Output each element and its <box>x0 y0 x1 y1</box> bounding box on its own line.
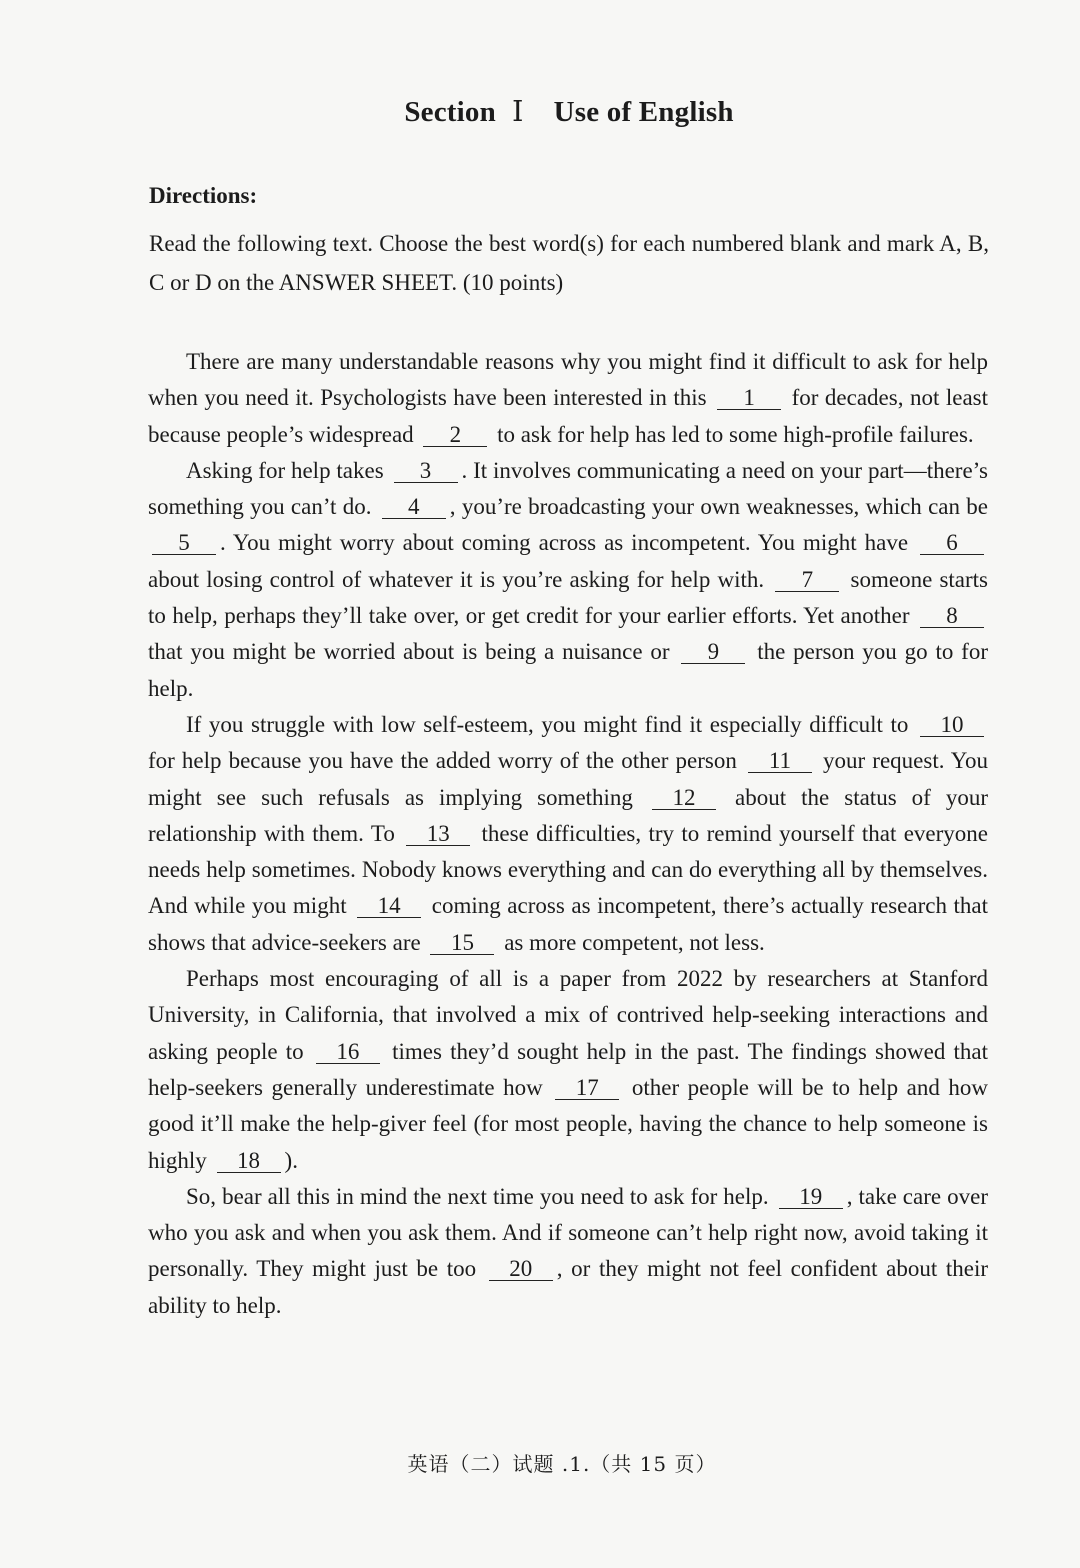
blank-18: 18 <box>217 1150 281 1173</box>
text-segment: . You might worry about coming across as incompetent. You might have <box>220 530 909 556</box>
text-segment: , take care over who you ask and when you ask them. And if someone can’t help right now, avoid taking it personally. They might just be too <box>148 1183 988 1282</box>
text-segment: your request. You might see such refusals as implying something <box>148 748 989 810</box>
section-title <box>0 94 1080 129</box>
blank-7: 7 <box>775 569 839 592</box>
paragraph-2 <box>148 453 988 707</box>
blank-12: 12 <box>652 787 716 810</box>
blank-6: 6 <box>920 532 984 555</box>
text-segment: to ask for help has led to some high-profile failures. <box>497 421 974 447</box>
blank-17: 17 <box>555 1077 619 1100</box>
section-label: Section <box>404 96 496 128</box>
text-segment: the person you go to for help. <box>148 639 988 701</box>
page-footer: 英语（二）试题 .1.（共 15 页） <box>407 1452 717 1476</box>
blank-11: 11 <box>748 750 812 773</box>
text-segment: for help because you have the added worry of the other person <box>148 748 737 774</box>
blank-3: 3 <box>394 460 458 483</box>
text-segment: these difficulties, try to remind yourself that everyone needs help sometimes. Nobody knows everything and can do everything all by themselves. And while you might <box>148 820 989 919</box>
blank-16: 16 <box>316 1041 380 1064</box>
text-segment: . It involves communicating a need on your part—there’s something you can’t do. <box>148 457 989 520</box>
text-segment: , you’re broadcasting your own weaknesses, which can be <box>449 494 988 520</box>
text-segment: , or they might not feel confident about their ability to help. <box>148 1256 989 1318</box>
section-name: Use of English <box>553 96 734 128</box>
blank-10: 10 <box>920 714 984 737</box>
blank-1: 1 <box>717 387 781 410</box>
text-segment: There are many understandable reasons why you might find it difficult to ask for help when you need it. Psychologists have been interested in this <box>148 349 988 411</box>
section-numeral: Ⅰ <box>511 96 524 128</box>
directions-heading: Directions: <box>149 183 258 208</box>
text-segment: ). <box>284 1147 298 1173</box>
paragraph-3 <box>148 707 988 961</box>
text-segment: times they’d sought help in the past. The findings showed that help-seekers generally underestimate how <box>148 1038 989 1100</box>
text-segment: someone starts to help, perhaps they’ll take over, or get credit for your earlier efforts. Yet another <box>148 566 989 629</box>
blank-4: 4 <box>382 496 446 519</box>
text-segment: If you struggle with low self-esteem, you might find it especially difficult to <box>186 711 909 737</box>
blank-13: 13 <box>406 823 470 846</box>
blank-14: 14 <box>357 895 421 918</box>
text-segment: So, bear all this in mind the next time you need to ask for help. <box>186 1183 769 1209</box>
directions-text: Read the following text. Choose the best word(s) for each numbered blank and mark A, B, C or D on the ANSWER SHEET. (10 points) <box>149 231 989 295</box>
paragraph-4 <box>148 961 988 1179</box>
blank-8: 8 <box>920 605 984 628</box>
paragraph-5 <box>148 1179 988 1324</box>
paragraph-1 <box>148 344 988 453</box>
blank-19: 19 <box>779 1186 843 1209</box>
cloze-passage <box>148 344 988 1324</box>
text-segment: coming across as incompetent, there’s actually research that shows that advice-seekers are <box>148 893 988 955</box>
text-segment: about the status of your relationship with them. To <box>148 784 989 846</box>
blank-2: 2 <box>423 424 487 447</box>
blank-20: 20 <box>489 1258 553 1281</box>
text-segment: other people will be to help and how good it’ll make the help-giver feel (for most people, having the chance to help someone is highly <box>148 1074 988 1173</box>
blank-9: 9 <box>681 641 745 664</box>
text-segment: Perhaps most encouraging of all is a paper from 2022 by researchers at Stanford University, in California, that involved a mix of contrived help-seeking interactions and asking people to <box>148 966 988 1064</box>
text-segment: for decades, not least because people’s widespread <box>148 385 988 447</box>
text-segment: Asking for help takes <box>186 457 384 483</box>
blank-5: 5 <box>152 532 216 555</box>
text-segment: about losing control of whatever it is you’re asking for help with. <box>148 566 765 592</box>
text-segment: that you might be worried about is being a nuisance or <box>148 639 670 665</box>
blank-15: 15 <box>430 932 494 955</box>
text-segment: as more competent, not less. <box>504 929 765 955</box>
